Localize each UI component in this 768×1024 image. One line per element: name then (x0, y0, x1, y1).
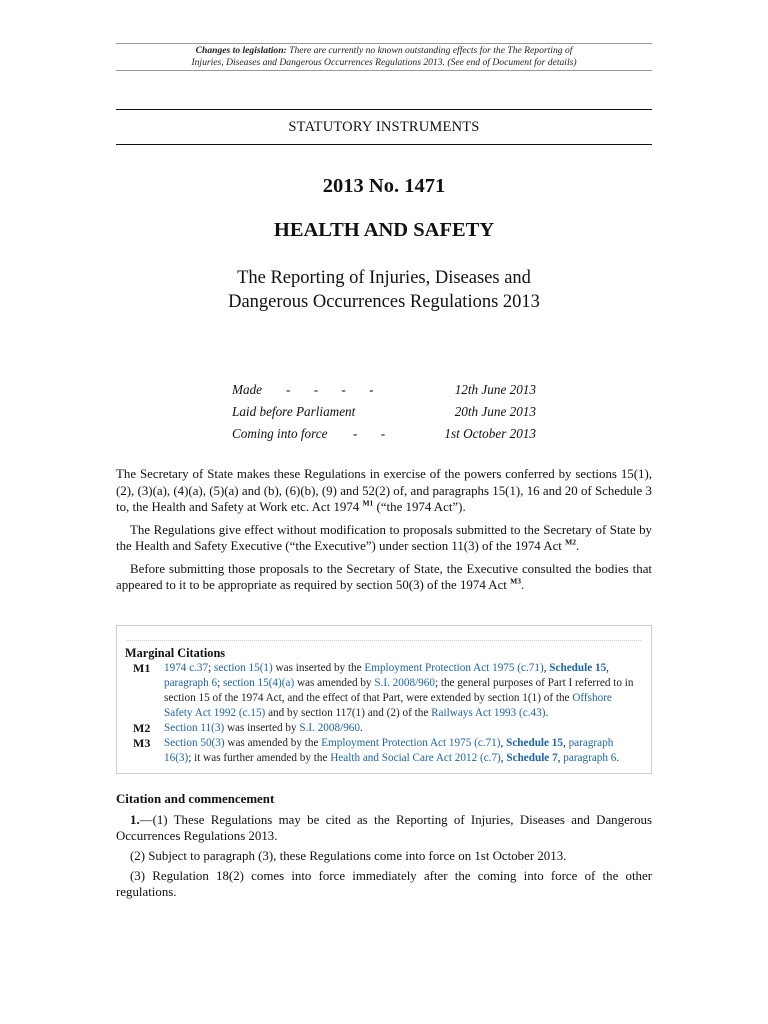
citation-link[interactable]: paragraph 6 (563, 752, 617, 764)
citation-plain-text: was inserted by (224, 722, 300, 734)
changes-label: Changes to legislation: (195, 45, 287, 56)
preamble-text: The Secretary of State makes these Regulations in exercise of the powers conferred by sections 15(1), (2), (3)(a), (4)(a), (5)(a) and (b), (6)(b), (9) and 52(2) of, and paragraphs 15(1), 16 and 20 of Schedule 3 to, the Health and Safety at Work etc. Act 1974 (116, 467, 652, 514)
citation-link[interactable]: Schedule 15 (506, 737, 563, 749)
preamble-paragraph-1 (116, 466, 652, 516)
citation-link[interactable]: paragraph 16(3) (164, 737, 614, 764)
citation-link[interactable]: S.I. 2008/960 (299, 722, 360, 734)
regulation-paragraph-1 (116, 812, 652, 844)
citation-separator: , (500, 737, 507, 749)
regulation-number: 1. (130, 813, 140, 827)
citation-plain-text: . (359, 722, 363, 734)
citation-separator: ; (217, 677, 224, 689)
citation-link[interactable]: section 15(1) (214, 662, 273, 674)
citation-plain-text: ; it was further amended by the (188, 752, 331, 764)
title-line-2: Dangerous Occurrences Regulations 2013 (228, 292, 540, 312)
title-line-1: The Reporting of Injuries, Diseases and (237, 268, 531, 288)
citation-link[interactable]: 1974 c.37 (164, 662, 209, 674)
citation-separator: , (557, 752, 564, 764)
citation-link[interactable]: Schedule 15 (549, 662, 607, 674)
regulation-1 (116, 812, 652, 904)
citation-separator: , (606, 662, 609, 674)
citation-plain-text: ; the general purposes of Part I referred to in section 15 of the 1974 Act, and the effect of that Part, were extended by section 1(1) of the (164, 677, 634, 704)
date-label: Coming into force (232, 426, 328, 441)
citation-link[interactable]: Schedule 7 (506, 752, 558, 764)
citation-link[interactable]: Employment Protection Act 1975 (c.71) (364, 662, 544, 674)
date-row-made (232, 379, 536, 401)
citation-link[interactable]: Section 11(3) (164, 722, 225, 734)
changes-to-legislation-notice (116, 43, 652, 71)
citation-plain-text: . (545, 707, 549, 719)
date-row-laid (232, 401, 536, 423)
citation-link[interactable]: section 15(4)(a) (223, 677, 295, 689)
date-label: Made (232, 382, 263, 397)
citation-separator: , (562, 737, 569, 749)
preamble-text-end: (“the 1974 Act”). (373, 500, 466, 514)
marginal-ref-m2[interactable]: M2 (565, 537, 576, 547)
marginal-ref-m3[interactable]: M3 (510, 576, 521, 586)
instrument-number: 2013 No. 1471 (322, 175, 446, 197)
citation-text (164, 736, 642, 766)
citation-text (164, 661, 642, 721)
citation-link[interactable]: Section 50(3) (164, 737, 225, 749)
date-dashes: - - - - (286, 382, 384, 397)
citation-link[interactable]: Health and Social Care Act 2012 (c.7) (330, 752, 501, 764)
citation-plain-text: was amended by the (224, 737, 322, 749)
instrument-title (116, 266, 652, 314)
citation-key: M3 (133, 736, 151, 750)
preamble (116, 466, 652, 600)
preamble-paragraph-3 (116, 561, 652, 594)
citation-link[interactable]: S.I. 2008/960 (374, 677, 435, 689)
citation-separator: , (543, 662, 550, 674)
date-row-coming-into-force (232, 423, 536, 445)
preamble-text: Before submitting those proposals to the Secretary of State, the Executive consulted the bodies that appeared to it to be appropriate as required by section 50(3) of the 1974 Act (116, 561, 652, 592)
regulation-text: —(1) These Regulations may be cited as the Reporting of Injuries, Diseases and Dangerous Occurrences Regulations 2013. (116, 813, 652, 843)
preamble-paragraph-2 (116, 522, 652, 555)
citation-plain-text: was amended by (294, 677, 375, 689)
section-heading-citation: Citation and commencement (116, 792, 275, 806)
citation-separator: ; (208, 662, 215, 674)
instrument-subject: HEALTH AND SAFETY (273, 219, 495, 241)
regulation-paragraph-3: (3) Regulation 18(2) comes into force immediately after the coming into force of the other regulations. (116, 869, 652, 899)
citation-link[interactable]: Railways Act 1993 (c.43) (431, 707, 546, 719)
citation-key: M1 (133, 661, 151, 675)
date-value: 20th June 2013 (454, 404, 536, 419)
citation-text (164, 721, 642, 736)
citation-key: M2 (133, 721, 151, 735)
preamble-text: The Regulations give effect without modification to proposals submitted to the Secretary of State by the Health and Safety Executive (“the Executive”) under section 11(3) of the 1974 Act (116, 522, 652, 553)
citation-link[interactable]: Employment Protection Act 1975 (c.71) (321, 737, 501, 749)
regulation-paragraph-2: (2) Subject to paragraph (3), these Regulations come into force on 1st October 2013. (130, 849, 567, 863)
marginal-ref-m1[interactable]: M1 (362, 498, 374, 508)
citation-plain-text: . (616, 752, 620, 764)
citation-plain-text: was inserted by the (272, 662, 365, 674)
date-value: 1st October 2013 (444, 426, 536, 441)
date-value: 12th June 2013 (454, 382, 536, 397)
citation-link[interactable]: paragraph 6 (164, 677, 218, 689)
changes-text-line1: There are currently no known outstanding effects for the The Reporting of (289, 45, 573, 56)
preamble-text-end: . (520, 578, 525, 592)
marginal-citations-box (116, 625, 652, 774)
changes-text-line2: Injuries, Diseases and Dangerous Occurrences Regulations 2013. (See end of Document for details) (191, 57, 577, 68)
dates-table (232, 379, 536, 445)
preamble-text-end: . (575, 539, 580, 553)
date-dashes: - - (353, 426, 396, 441)
date-label: Laid before Parliament (232, 404, 356, 419)
statutory-instruments-banner: STATUTORY INSTRUMENTS (116, 109, 652, 145)
citation-link[interactable]: Offshore Safety Act 1992 (c.15) (164, 692, 612, 719)
marginal-citations-heading: Marginal Citations (125, 646, 226, 660)
citations-divider (127, 640, 641, 641)
citation-plain-text: and by section 117(1) and (2) of the (265, 707, 432, 719)
citation-separator: , (500, 752, 507, 764)
